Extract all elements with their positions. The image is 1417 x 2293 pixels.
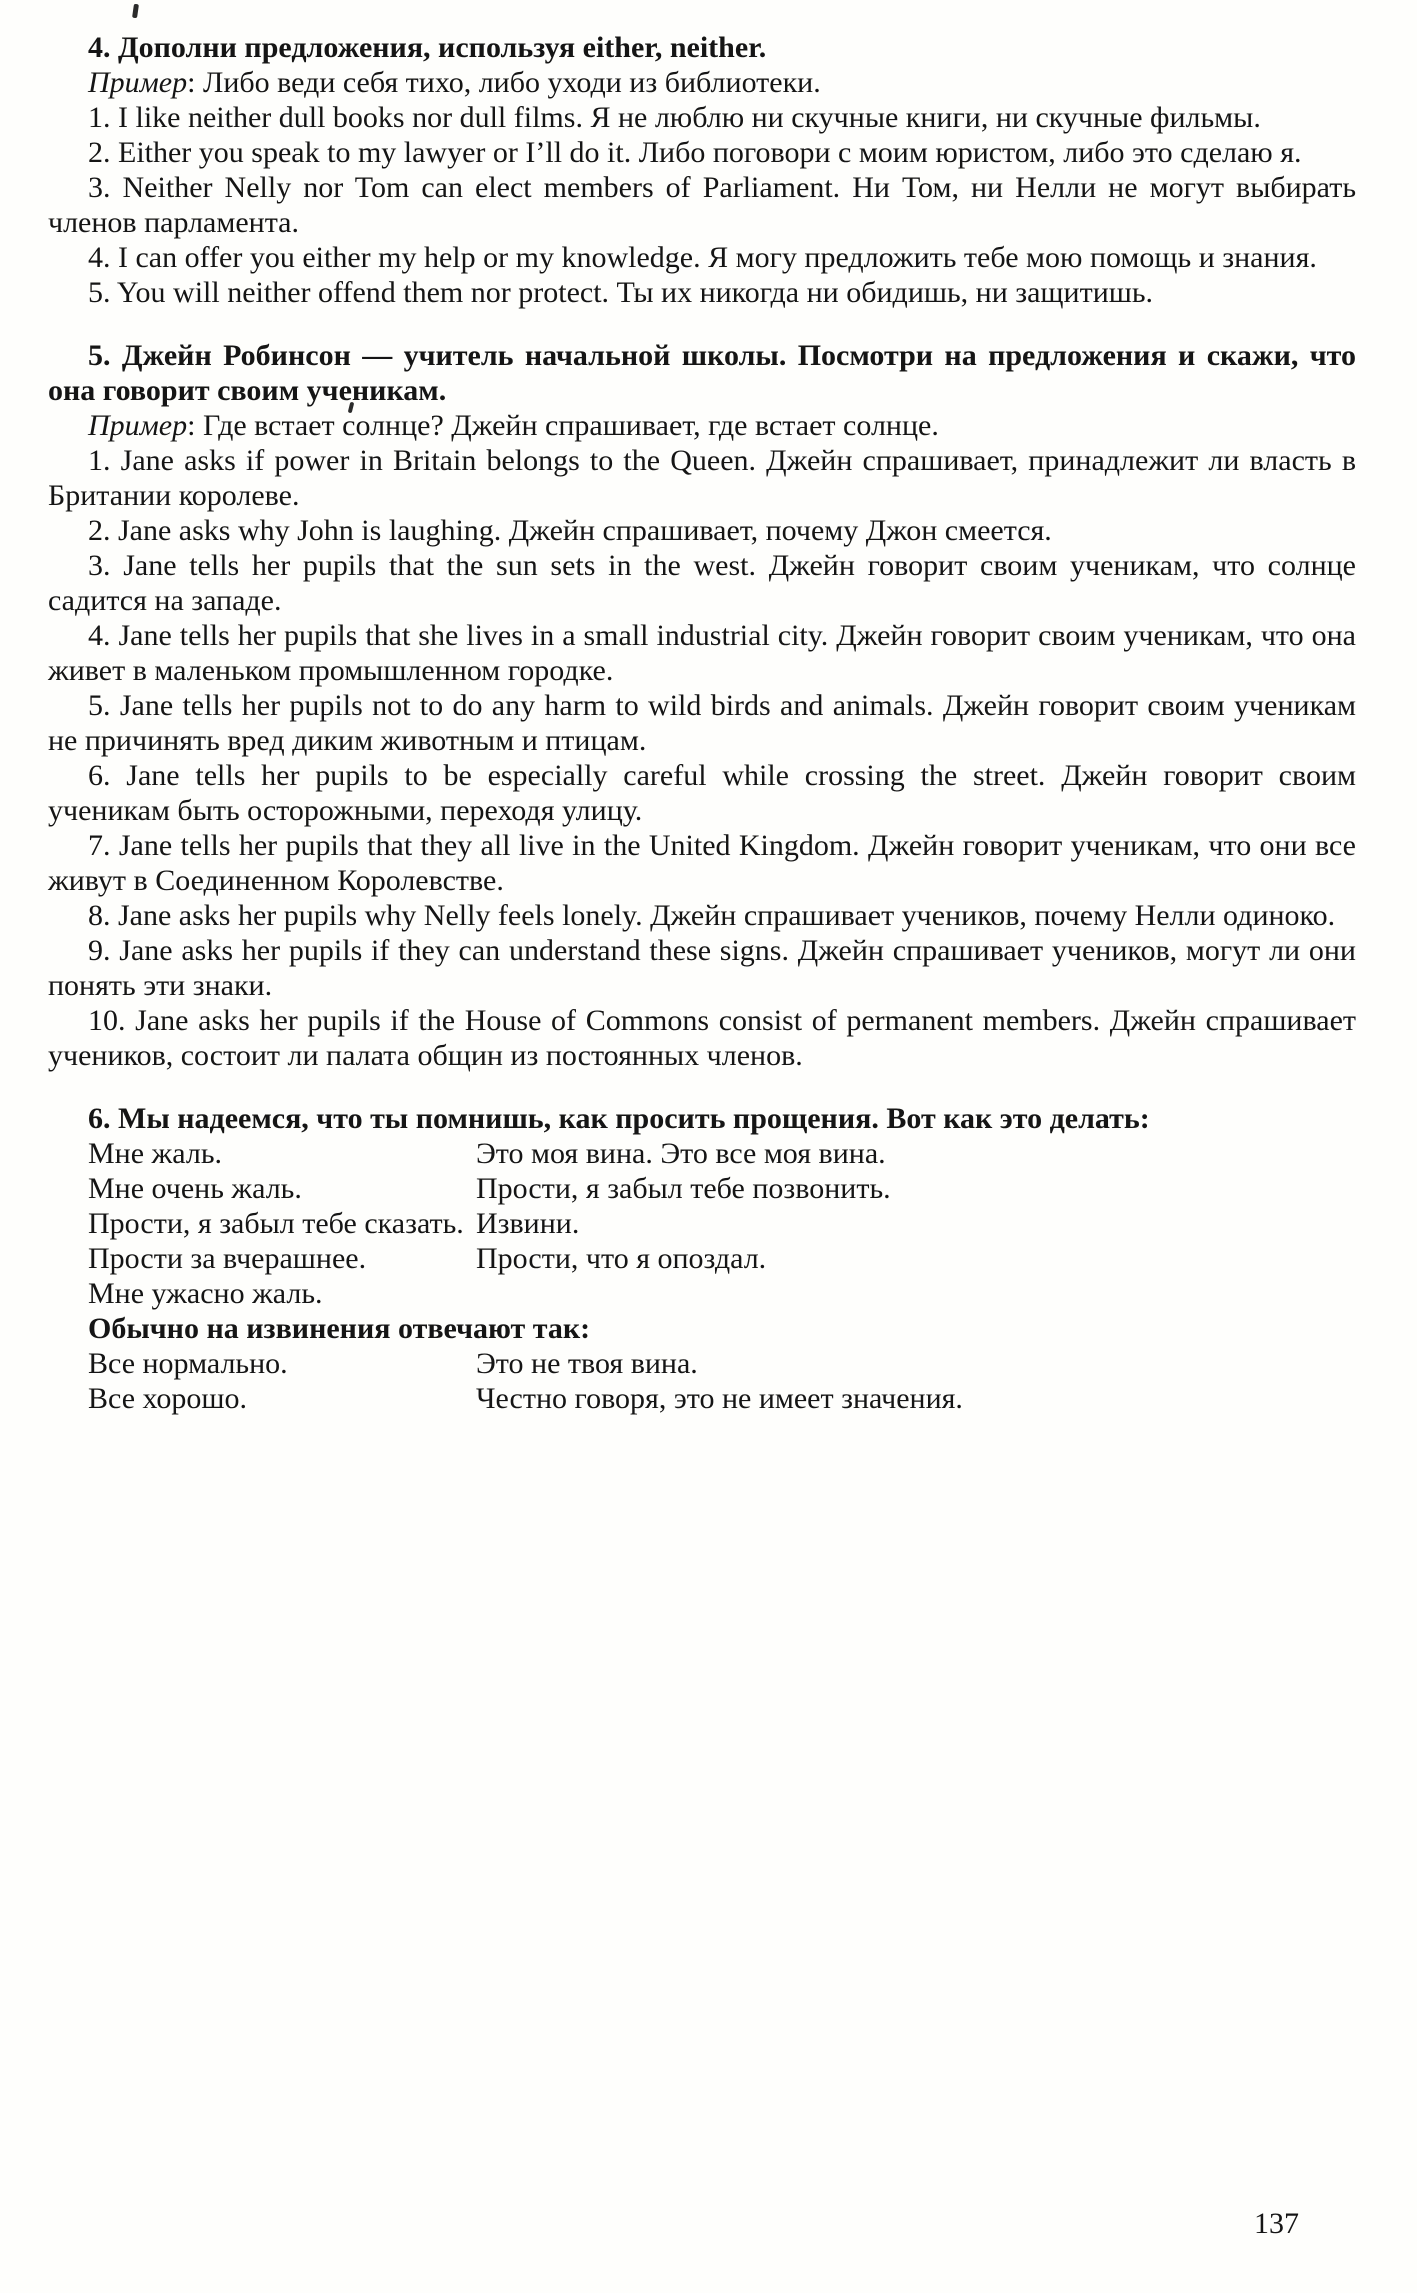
exercise-5-item: 7. Jane tells her pupils that they all live in the United Kingdom. Джейн говорит ученикам, что они все живут в Соединенном Королевстве. [48,829,1356,897]
reply-phrase-table [48,1346,1356,1416]
table-row [48,1241,1356,1276]
example-label: Пример [88,66,188,99]
example-text: : Либо веди себя тихо, либо уходи из библиотеки. [187,66,821,99]
exercise-5-heading: 5. Джейн Робинсон — учитель начальной школы. Посмотри на предложения и скажи, что она говорит своим ученикам. [48,339,1356,407]
reply-right: Честно говоря, это не имеет значения. [476,1382,963,1415]
scan-artifact [132,4,139,19]
apology-left: Мне жаль. [88,1137,223,1170]
exercise-5 [48,338,1356,1073]
exercise-4-heading: 4. Дополни предложения, используя either, neither. [88,31,767,64]
reply-left: Все нормально. [88,1347,288,1380]
apology-right [476,1276,1356,1311]
exercise-5-item: 6. Jane tells her pupils to be especially careful while crossing the street. Джейн говорит своим ученикам быть осторожными, переходя улицу. [48,759,1356,827]
reply-left: Все хорошо. [88,1382,247,1415]
table-row [48,1346,1356,1381]
exercise-6 [48,1101,1356,1416]
exercise-4-item: 5. You will neither offend them nor protect. Ты их никогда ни обидишь, ни защитишь. [88,276,1154,309]
page-number: 137 [1254,2207,1299,2240]
example-text: : Где встает солнце? Джейн спрашивает, где встает солнце. [187,409,939,442]
exercise-4 [48,30,1356,310]
exercise-5-item: 3. Jane tells her pupils that the sun sets in the west. Джейн говорит своим ученикам, что солнце садится на западе. [48,549,1356,617]
apology-right: Это моя вина. Это все моя вина. [476,1137,886,1170]
table-row [48,1206,1356,1241]
exercise-5-item: 10. Jane asks her pupils if the House of Commons consist of permanent members. Джейн спрашивает учеников, состоит ли палата общин из постоянных членов. [48,1004,1356,1072]
exercise-4-item: 1. I like neither dull books nor dull films. Я не люблю ни скучные книги, ни скучные фильмы. [88,101,1261,134]
table-row [48,1171,1356,1206]
exercise-4-item: 2. Either you speak to my lawyer or I’ll do it. Либо поговори с моим юристом, либо это сделаю я. [88,136,1302,169]
exercise-5-item: 2. Jane asks why John is laughing. Джейн спрашивает, почему Джон смеется. [88,514,1052,547]
exercise-5-item: 9. Jane asks her pupils if they can understand these signs. Джейн спрашивает учеников, могут ли они понять эти знаки. [48,934,1356,1002]
apology-phrase-table [48,1136,1356,1311]
apology-left: Прости, я забыл тебе сказать. [88,1207,464,1240]
exercise-5-example [48,408,1356,443]
exercise-4-example [48,65,1356,100]
exercise-5-item: 1. Jane asks if power in Britain belongs to the Queen. Джейн спрашивает, принадлежит ли власть в Британии королеве. [48,444,1356,512]
exercise-5-item: 5. Jane tells her pupils not to do any harm to wild birds and animals. Джейн говорит своим ученикам не причинять вред диким животным и птицам. [48,689,1356,757]
apology-left: Прости за вчерашнее. [88,1242,367,1275]
apology-left: Мне очень жаль. [88,1172,302,1205]
exercise-6-heading: 6. Мы надеемся, что ты помнишь, как просить прощения. Вот как это делать: [88,1102,1150,1135]
reply-heading: Обычно на извинения отвечают так: [88,1312,591,1345]
apology-right: Извини. [476,1207,580,1240]
exercise-4-item: 4. I can offer you either my help or my knowledge. Я могу предложить тебе мою помощь и знания. [88,241,1317,274]
apology-left: Мне ужасно жаль. [88,1277,323,1310]
example-label: Пример [88,409,188,442]
reply-right: Это не твоя вина. [476,1347,698,1380]
table-row [48,1136,1356,1171]
table-row [48,1276,1356,1311]
apology-right: Прости, что я опоздал. [476,1242,767,1275]
page-content [48,30,1356,1416]
exercise-5-item: 4. Jane tells her pupils that she lives in a small industrial city. Джейн говорит своим ученикам, что она живет в маленьком промышленном городке. [48,619,1356,687]
exercise-5-item: 8. Jane asks her pupils why Nelly feels lonely. Джейн спрашивает учеников, почему Нелли одиноко. [88,899,1336,932]
apology-right: Прости, я забыл тебе позвонить. [476,1172,891,1205]
exercise-4-item: 3. Neither Nelly nor Tom can elect members of Parliament. Ни Том, ни Нелли не могут выбирать членов парламента. [48,171,1356,239]
table-row [48,1381,1356,1416]
